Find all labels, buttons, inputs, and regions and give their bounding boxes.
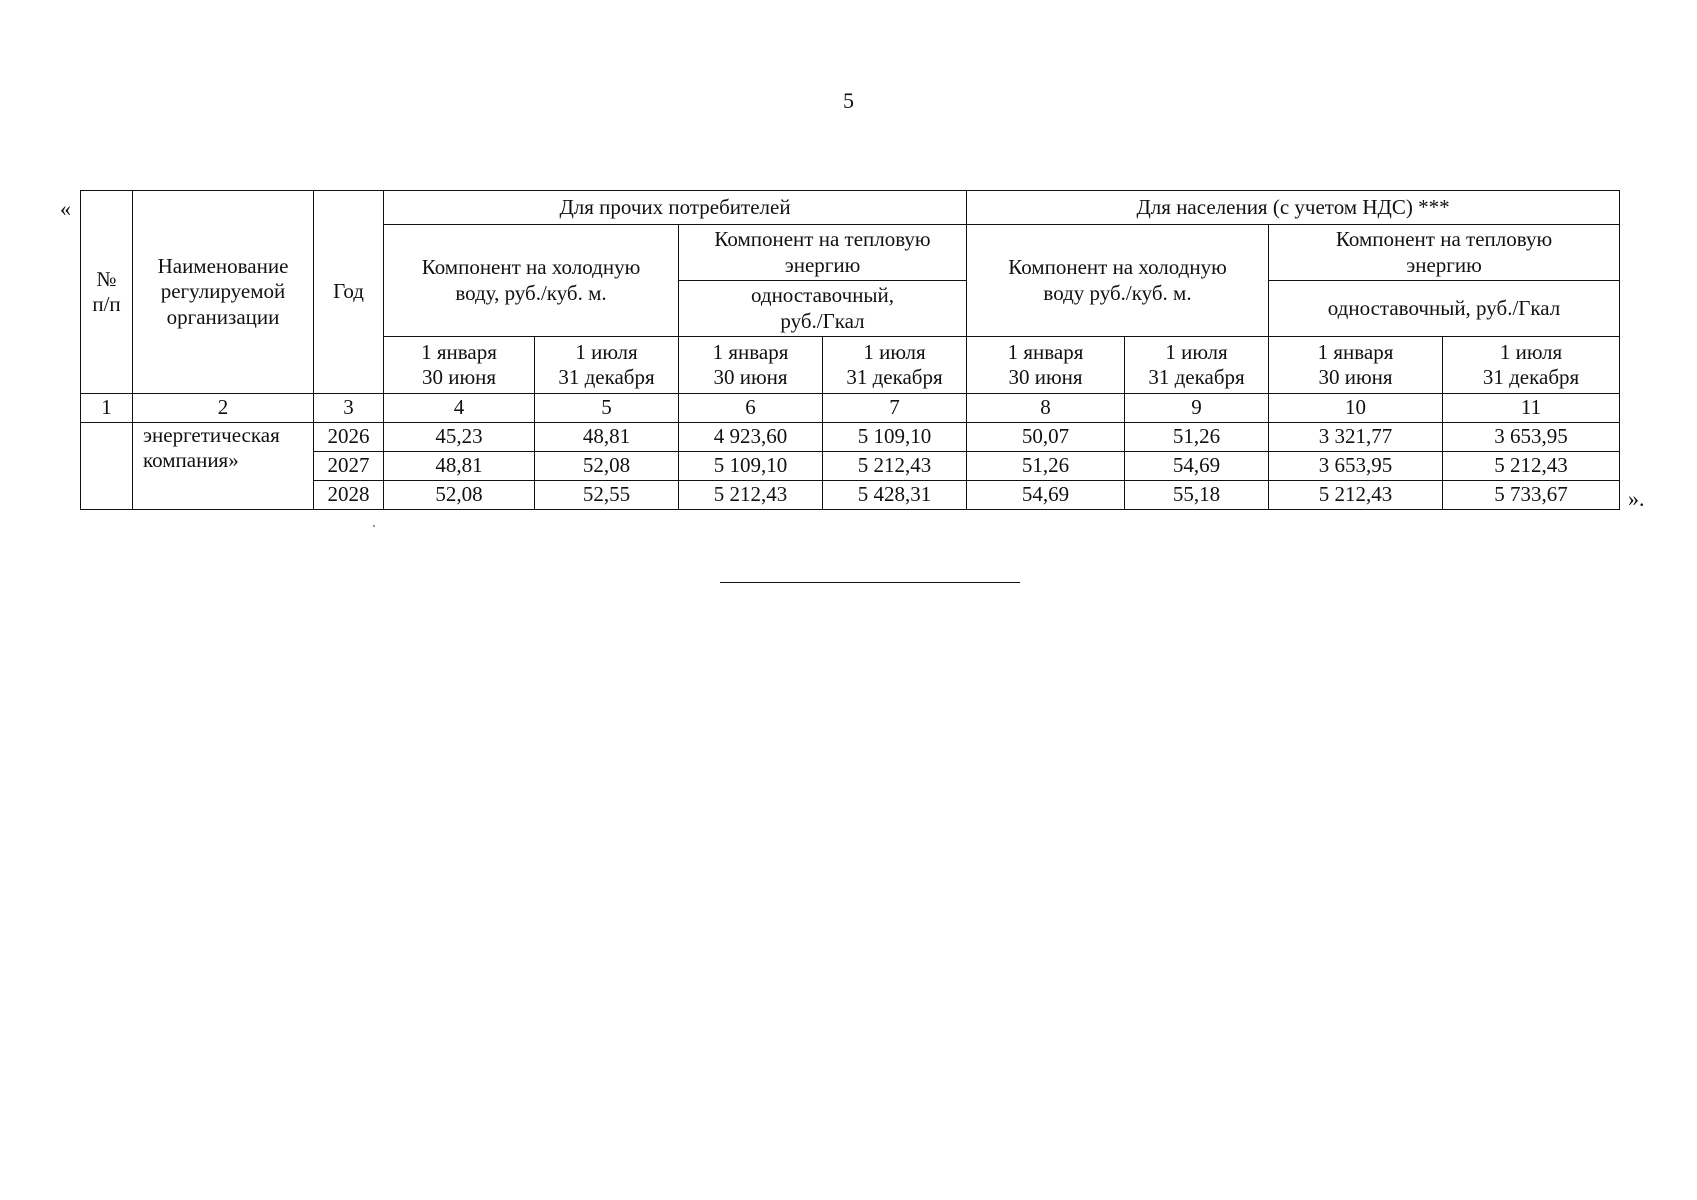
row-number-cell	[81, 423, 133, 510]
value-cell: 52,08	[384, 481, 535, 510]
column-number: 8	[967, 394, 1125, 423]
header-heat-other	[679, 225, 967, 281]
header-group-population: Для населения (с учетом НДС) ***	[967, 191, 1620, 225]
value-cell: 5 109,10	[679, 452, 823, 481]
year-cell: 2028	[314, 481, 384, 510]
column-number: 2	[133, 394, 314, 423]
organization-name-line2: компания»	[143, 448, 239, 473]
header-heat-other-rate-line2: руб./Гкал	[780, 308, 865, 333]
page-number: 5	[843, 88, 854, 113]
value-cell: 51,26	[1125, 423, 1269, 452]
column-number: 6	[679, 394, 823, 423]
value-cell: 51,26	[967, 452, 1125, 481]
header-number-line1: №	[96, 266, 117, 291]
value-cell: 55,18	[1125, 481, 1269, 510]
value-cell: 52,55	[535, 481, 679, 510]
header-heat-population-rate: одноставочный, руб./Гкал	[1269, 281, 1620, 337]
column-numbers-row	[81, 394, 1620, 423]
period-jul-col9: 1 июля 31 декабря	[1125, 337, 1269, 394]
tariff-table	[80, 190, 1620, 510]
column-number: 10	[1269, 394, 1443, 423]
value-cell: 45,23	[384, 423, 535, 452]
header-heat-other-rate-line1: одноставочный,	[750, 283, 895, 308]
period-jul-col5: 1 июля 31 декабря	[535, 337, 679, 394]
header-group-other-consumers: Для прочих потребителей	[384, 191, 967, 225]
organization-name-cell	[133, 423, 314, 510]
column-number: 9	[1125, 394, 1269, 423]
period-jan-col4: 1 января 30 июня	[384, 337, 535, 394]
opening-quote-mark: «	[60, 196, 71, 221]
value-cell: 3 321,77	[1269, 423, 1443, 452]
value-cell: 5 109,10	[823, 423, 967, 452]
header-organization-name	[133, 191, 314, 394]
period-jul-col11: 1 июля 31 декабря	[1443, 337, 1620, 394]
value-cell: 48,81	[535, 423, 679, 452]
column-number: 1	[81, 394, 133, 423]
column-number: 5	[535, 394, 679, 423]
value-cell: 5 212,43	[679, 481, 823, 510]
value-cell: 54,69	[1125, 452, 1269, 481]
value-cell: 5 212,43	[1443, 452, 1620, 481]
header-cold-water-other-line1: Компонент на холодную	[421, 255, 641, 280]
year-cell: 2026	[314, 423, 384, 452]
closing-quote-mark: ».	[1628, 486, 1645, 511]
period-jul-col7: 1 июля 31 декабря	[823, 337, 967, 394]
value-cell: 50,07	[967, 423, 1125, 452]
value-cell: 3 653,95	[1269, 452, 1443, 481]
value-cell: 5 733,67	[1443, 481, 1620, 510]
header-heat-population-line1: Компонент на тепловую	[1335, 227, 1553, 252]
value-cell: 4 923,60	[679, 423, 823, 452]
header-organization-line2: регулируемой	[160, 279, 286, 304]
value-cell: 5 212,43	[1269, 481, 1443, 510]
column-number: 11	[1443, 394, 1620, 423]
header-cold-water-population-line1: Компонент на холодную	[1008, 255, 1227, 280]
header-heat-population	[1269, 225, 1620, 281]
value-cell: 5 212,43	[823, 452, 967, 481]
header-organization-line1: Наименование	[157, 254, 289, 279]
header-number	[81, 191, 133, 394]
value-cell: 5 428,31	[823, 481, 967, 510]
header-cold-water-population	[967, 225, 1269, 337]
header-heat-other-line1: Компонент на тепловую	[714, 227, 931, 252]
table-row-2026	[81, 423, 1620, 452]
scan-speck	[373, 525, 375, 527]
header-heat-other-rate	[679, 281, 967, 337]
header-cold-water-other	[384, 225, 679, 337]
header-year: Год	[314, 191, 384, 394]
period-jan-col8: 1 января 30 июня	[967, 337, 1125, 394]
organization-name-line1: энергетическая	[143, 423, 280, 447]
header-cold-water-population-line2: воду руб./куб. м.	[1043, 280, 1192, 305]
value-cell: 48,81	[384, 452, 535, 481]
value-cell: 52,08	[535, 452, 679, 481]
column-number: 7	[823, 394, 967, 423]
period-jan-col6: 1 января 30 июня	[679, 337, 823, 394]
column-number: 4	[384, 394, 535, 423]
value-cell: 54,69	[967, 481, 1125, 510]
period-jan-col10: 1 января 30 июня	[1269, 337, 1443, 394]
header-organization-line3: организации	[166, 304, 280, 329]
header-number-line2: п/п	[92, 292, 121, 316]
year-cell: 2027	[314, 452, 384, 481]
header-cold-water-other-line2: воду, руб./куб. м.	[455, 280, 607, 305]
value-cell: 3 653,95	[1443, 423, 1620, 452]
end-separator-line	[720, 582, 1020, 583]
header-row-groups	[81, 191, 1620, 225]
header-heat-other-line2: энергию	[784, 252, 861, 277]
header-heat-population-line2: энергию	[1406, 252, 1482, 277]
column-number: 3	[314, 394, 384, 423]
